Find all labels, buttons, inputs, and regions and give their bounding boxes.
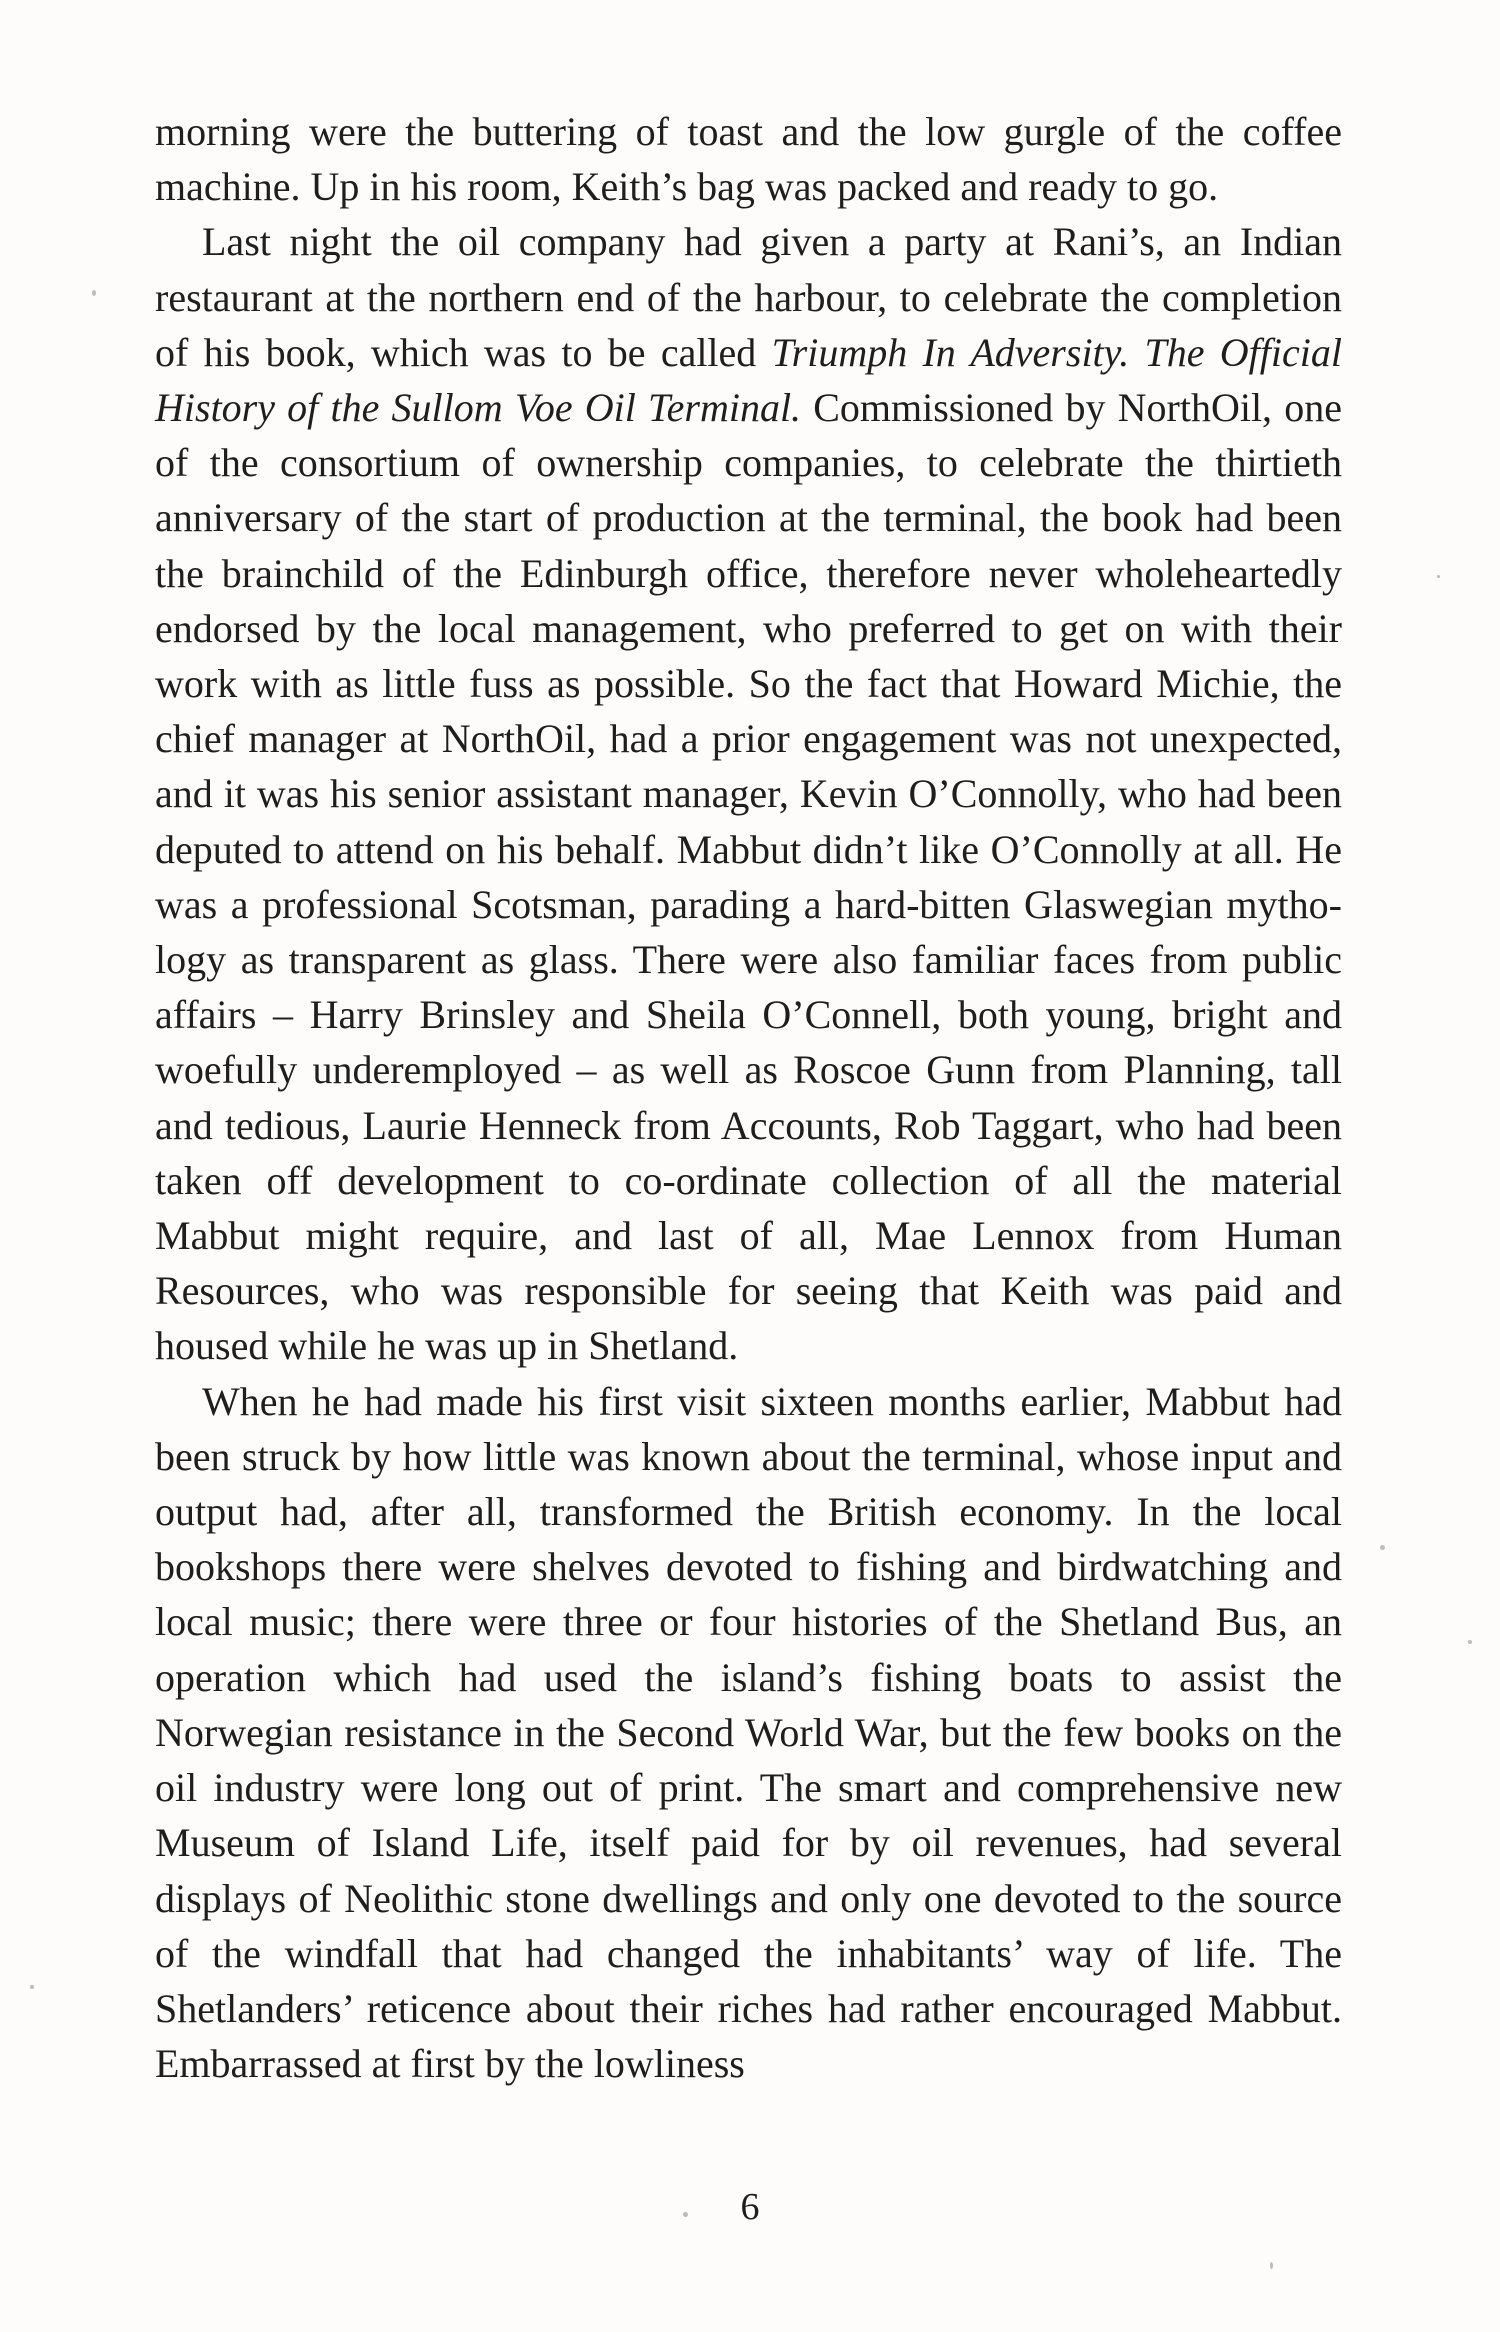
- scan-speck: [1380, 1545, 1385, 1550]
- scan-speck: [30, 1985, 34, 1989]
- paragraph-2-body: Commissioned by NorthOil, one of the consortium of ownership companies, to celebrate the thirtieth anniversary of the start of production at the terminal, the book had been the brainchild of the Edinburgh office, therefore never wholeheartedly endorsed by the local management, who preferred to get on with their work with as little fuss as possible. So the fact that Howard Michie, the chief manager at NorthOil, had a prior engagement was not unexpected, and it was his senior assistant manager, Kevin O’Connolly, who had been deputed to attend on his behalf. Mabbut didn’t like O’Connolly at all. He was a professional Scotsman, parading a hard-bitten Glaswegian mythology as transparent as glass. There were also familiar faces from public affairs – Harry Brinsley and Sheila O’Connell, both young, bright and woefully underemployed – as well as Roscoe Gunn from Planning, tall and tedious, Laurie Henneck from Accounts, Rob Taggart, who had been taken off development to co-ordinate collection of all the material Mabbut might require, and last of all, Mae Lennox from Human Resources, who was responsible for seeing that Keith was paid and housed while he was up in Shetland.: [155, 385, 1342, 1369]
- paragraph-1: [155, 104, 1342, 214]
- body-text: [155, 104, 1342, 2091]
- scan-speck: [1468, 1640, 1472, 1644]
- scan-speck: [1270, 2262, 1273, 2269]
- page-number: 6: [740, 2186, 760, 2228]
- paragraph-2: [155, 214, 1342, 1373]
- book-title: Triumph In Adversity. The Official History of the Sullom Voe Oil Terminal.: [155, 329, 1342, 431]
- scan-speck: [683, 2212, 688, 2217]
- paragraph-1-text: morning were the buttering of toast and the low gurgle of the coffee machine. Up in his room, Keith’s bag was packed and ready to go.: [155, 109, 1342, 210]
- scan-speck: [92, 290, 96, 296]
- paragraph-2-intro: Last night the oil company had given a party at Rani’s, an Indian restaurant at the northern end of the harbour, to celebrate the completion of his book, which was to be called: [155, 219, 1342, 375]
- scan-speck: [1437, 575, 1440, 578]
- paragraph-3-text: When he had made his first visit sixteen months earlier, Mabbut had been struck by how little was known about the terminal, whose input and output had, after all, transformed the British economy. In the local bookshops there were shelves devoted to fishing and birdwatching and local music; there were three or four histories of the Shetland Bus, an operation which had used the island’s fishing boats to assist the Norwegian resistance in the Second World War, but the few books on the oil industry were long out of print. The smart and comprehensive new Museum of Island Life, itself paid for by oil revenues, had several displays of Neolithic stone dwellings and only one devoted to the source of the windfall that had changed the inhabitants’ way of life. The Shetlanders’ reticence about their riches had rather encouraged Mabbut. Embarrassed at first by the lowliness: [155, 1378, 1342, 2087]
- paragraph-3: [155, 1374, 1342, 2092]
